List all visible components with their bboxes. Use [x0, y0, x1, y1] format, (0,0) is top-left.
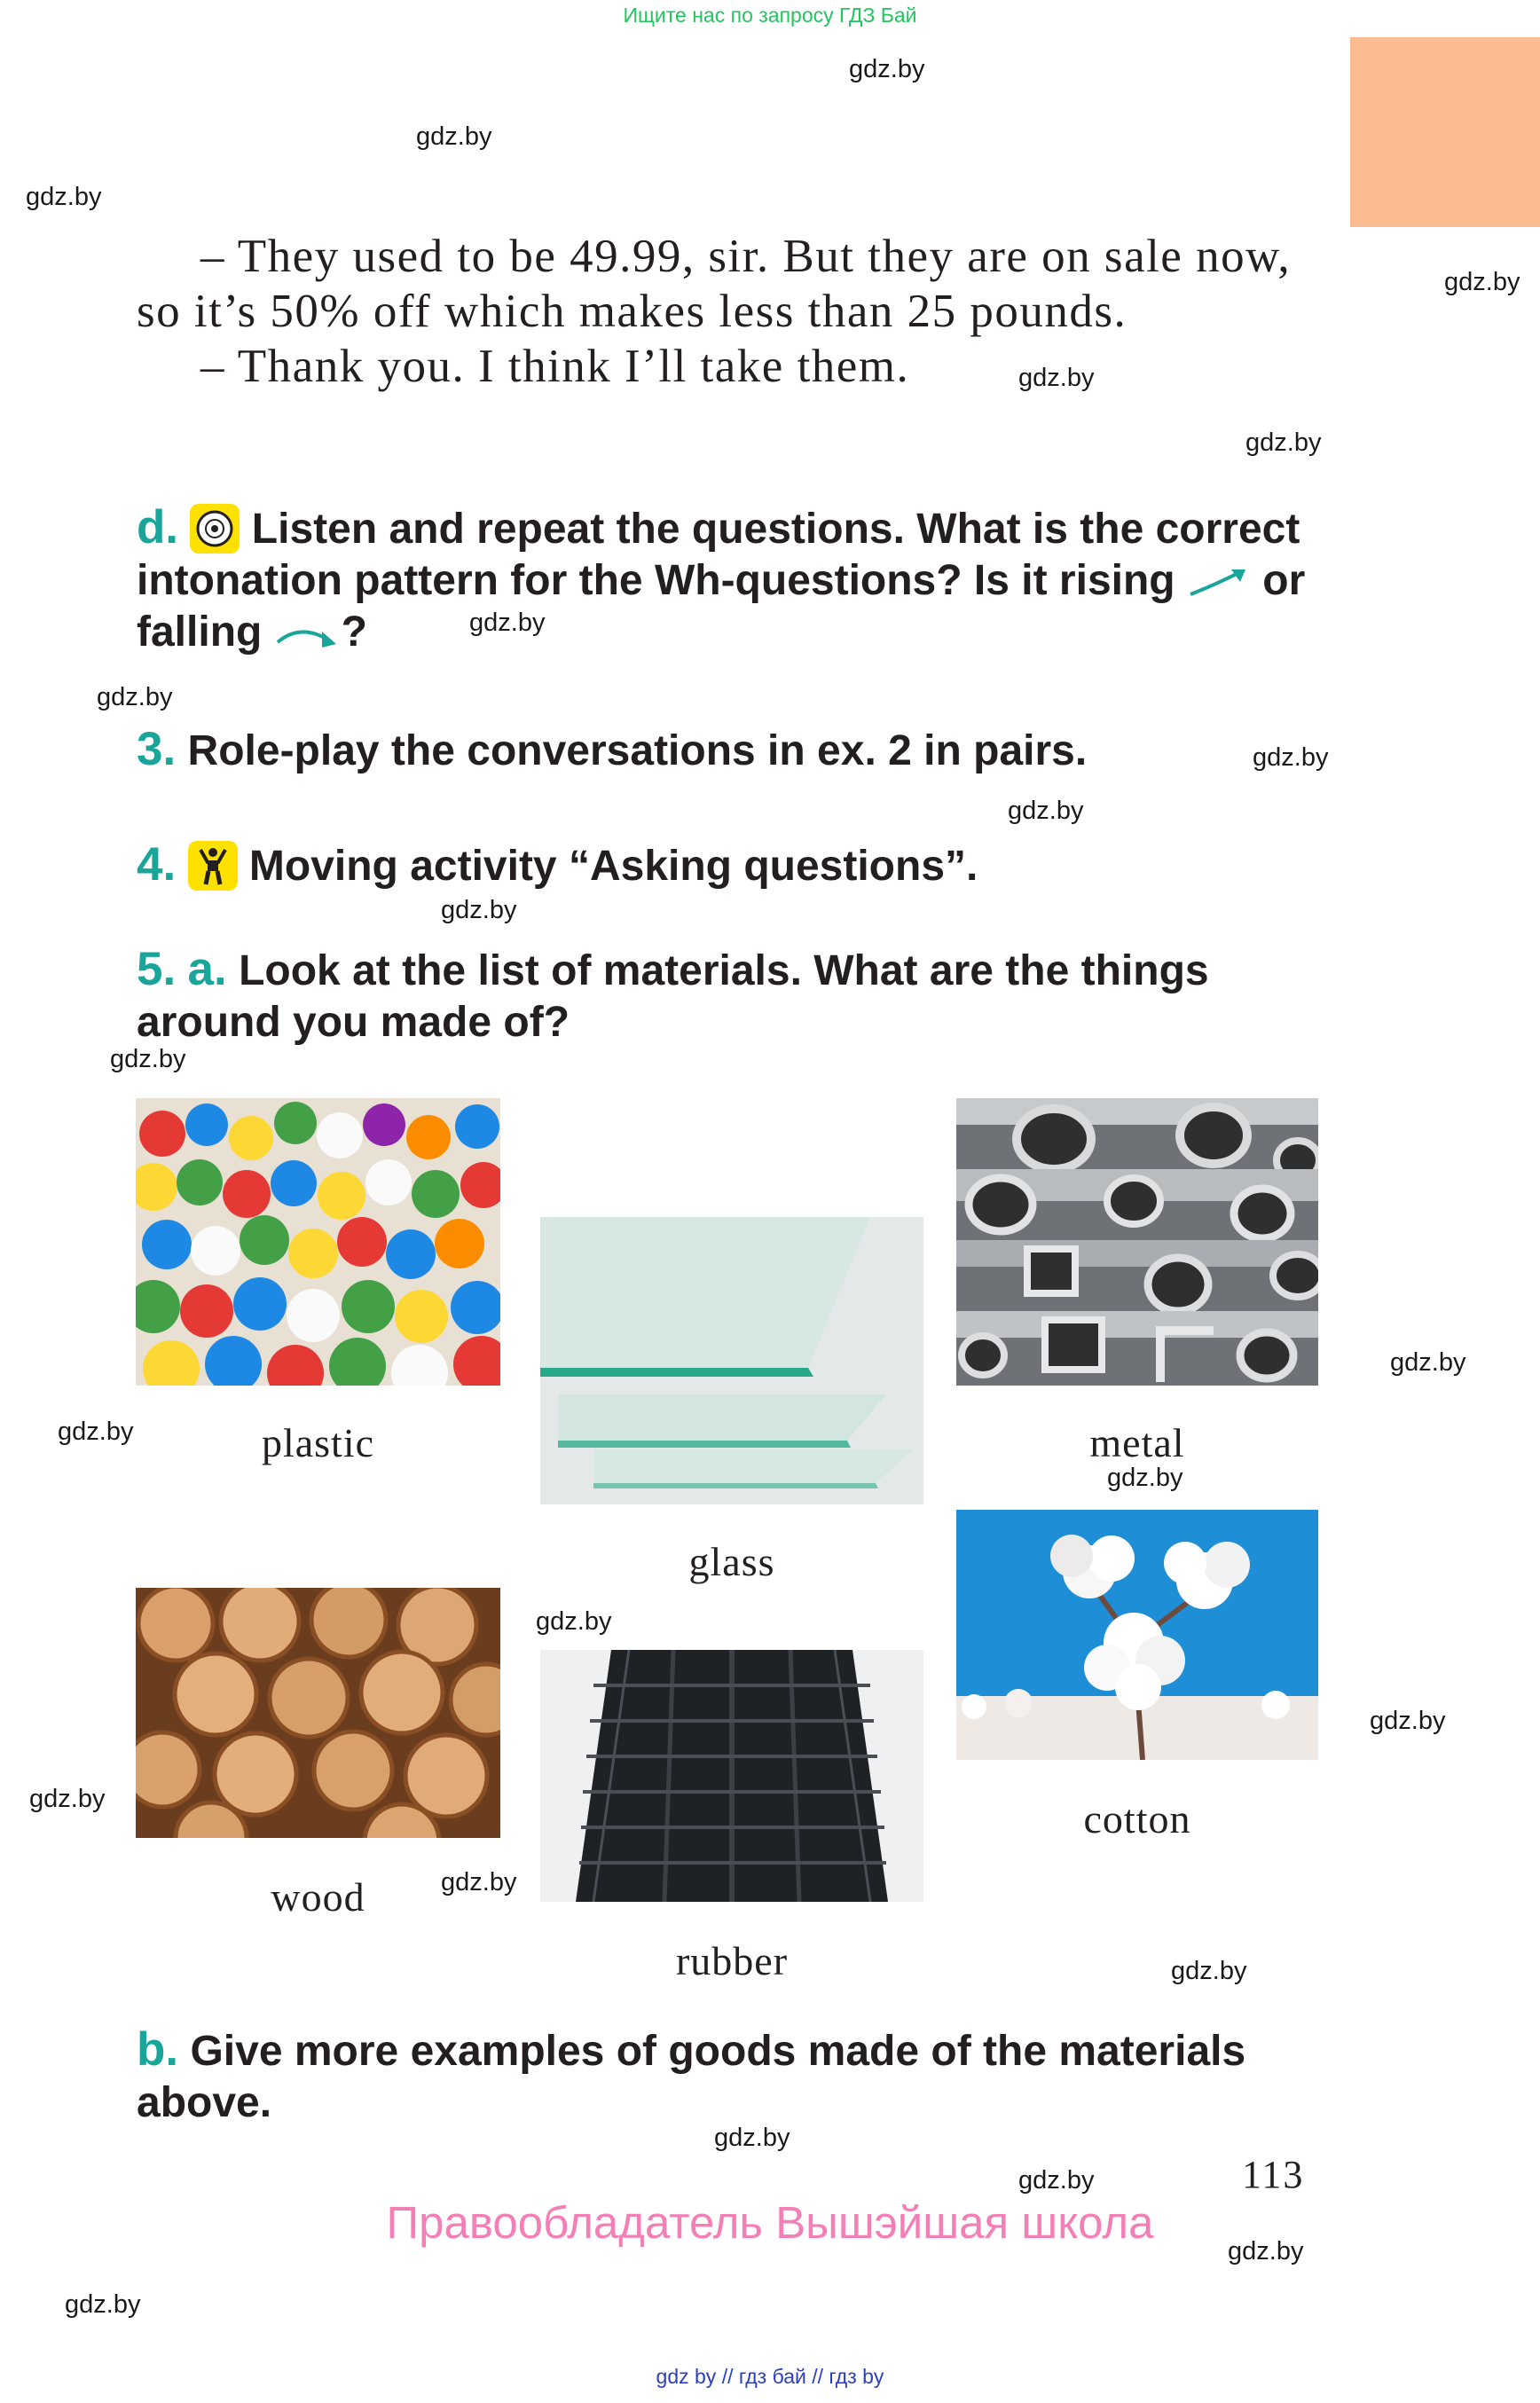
task-text: ?	[341, 609, 367, 656]
task-text: Role-play the conversations in ex. 2 in pairs.	[187, 727, 1088, 774]
watermark: gdz.by	[1107, 1464, 1183, 1492]
dialog-line: – Thank you. I think I’ll take them.	[200, 341, 910, 392]
watermark: gdz.by	[1171, 1957, 1247, 1985]
cotton-photo	[956, 1510, 1318, 1760]
task-4	[137, 839, 1318, 892]
watermark: gdz.by	[441, 1868, 517, 1896]
material-label-metal: metal	[1089, 1420, 1185, 1465]
watermark: gdz.by	[1390, 1348, 1466, 1377]
material-label-plastic: plastic	[261, 1420, 375, 1465]
watermark: gdz.by	[1008, 797, 1084, 825]
watermark: gdz.by	[441, 896, 517, 924]
cd-audio-icon[interactable]	[190, 504, 240, 554]
watermark: gdz.by	[1018, 2166, 1095, 2195]
task-text: Moving activity “Asking questions”.	[248, 843, 978, 890]
watermark: gdz.by	[1444, 268, 1520, 296]
wood-photo	[136, 1588, 500, 1838]
task-d	[137, 502, 1318, 658]
watermark: gdz.by	[65, 2290, 141, 2319]
task-text: Listen and repeat the questions. What is the correct intonation pattern for the Wh-questions? Is it rising	[137, 506, 1300, 604]
watermark: gdz.by	[26, 183, 102, 211]
watermark: gdz.by	[416, 122, 492, 151]
watermark: gdz.by	[29, 1785, 106, 1813]
task-label: d.	[137, 501, 179, 554]
moving-person-icon[interactable]	[188, 841, 238, 891]
task-5b	[137, 2024, 1318, 2129]
watermark: gdz.by	[1228, 2237, 1304, 2266]
task-text: or	[1262, 557, 1306, 604]
task-text: falling	[137, 609, 263, 656]
task-sublabel: a.	[187, 943, 227, 995]
watermark: gdz.by	[1245, 428, 1322, 457]
footer-links[interactable]: gdz by // гдз бай // гдз by	[656, 2365, 884, 2388]
watermark: gdz.by	[1018, 364, 1095, 392]
watermark: gdz.by	[469, 609, 546, 637]
metal-photo	[956, 1098, 1318, 1386]
material-label-rubber: rubber	[675, 1938, 789, 1983]
watermark: gdz.by	[58, 1417, 134, 1446]
falling-arrow-icon	[274, 619, 342, 651]
dialog-block	[137, 229, 1318, 394]
watermark: gdz.by	[110, 1045, 186, 1073]
page-number: 113	[1242, 2153, 1305, 2196]
task-label: b.	[137, 2023, 179, 2076]
glass-photo	[540, 1217, 923, 1504]
plastic-photo	[136, 1098, 500, 1386]
material-label-wood: wood	[271, 1874, 365, 1920]
task-label: 5.	[137, 943, 177, 995]
corner-color-tab	[1350, 37, 1540, 227]
task-text: Give more examples of goods made of the materials above.	[137, 2028, 1246, 2126]
task-3	[137, 724, 1318, 777]
copyright-notice: Правообладатель Вышэйшая школа	[386, 2197, 1154, 2248]
material-label-glass: glass	[688, 1539, 775, 1584]
task-5a	[137, 944, 1318, 1048]
task-text: Look at the list of materials. What are the things around you made of?	[137, 947, 1209, 1046]
watermark: gdz.by	[714, 2124, 790, 2152]
watermark: gdz.by	[536, 1607, 612, 1636]
task-label: 4.	[137, 838, 177, 891]
watermark: gdz.by	[1370, 1707, 1446, 1735]
rubber-photo	[540, 1650, 923, 1902]
task-label: 3.	[137, 723, 177, 775]
dialog-line: – They used to be 49.99, sir. But they are on sale now, so it’s 50% off which makes less than 25 pounds.	[137, 231, 1292, 337]
watermark: gdz.by	[1253, 743, 1329, 772]
top-banner[interactable]: Ищите нас по запросу ГДЗ Бай	[623, 4, 917, 27]
watermark: gdz.by	[849, 55, 925, 83]
watermark: gdz.by	[97, 683, 173, 711]
rising-arrow-icon	[1187, 564, 1251, 600]
material-label-cotton: cotton	[1083, 1796, 1191, 1842]
